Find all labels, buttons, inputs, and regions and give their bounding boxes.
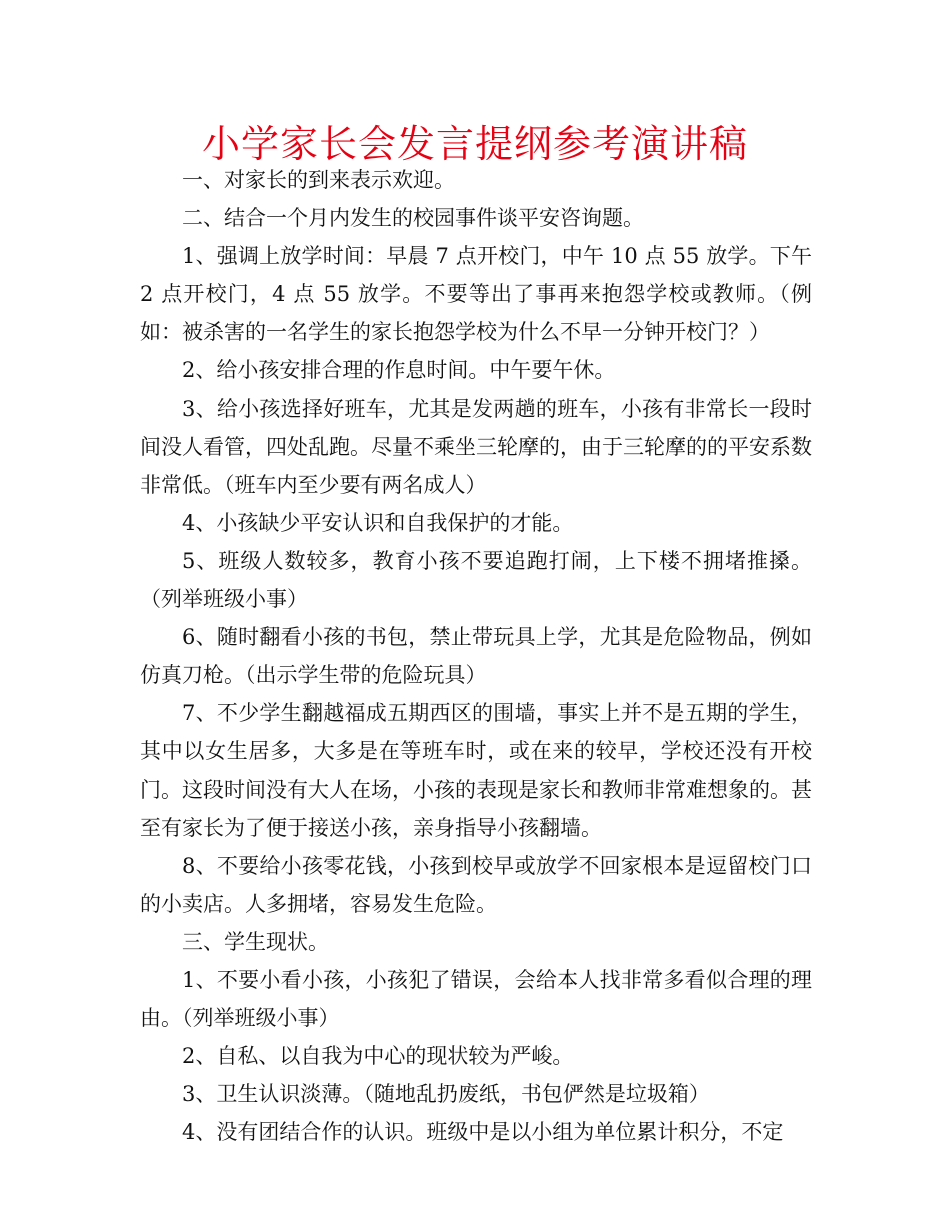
paragraph: 4、小孩缺少平安认识和自我保护的才能。 [182, 510, 574, 535]
paragraph: 3、给小孩选择好班车，尤其是发两趟的班车，小孩有非常长一段时间没人看管，四处乱跑。尽量不乘坐三轮摩的，由于三轮摩的的平安系数非常低。（班车内至少要有两名成人） [140, 396, 812, 497]
document-title: 小学家长会发言提纲参考演讲稿 [201, 122, 748, 166]
paragraph: 6、随时翻看小孩的书包，禁止带玩具上学，尤其是危险物品，例如仿真刀枪。（出示学生带的危险玩具） [140, 625, 812, 688]
paragraph: 三、学生现状。 [182, 929, 329, 954]
paragraph: 1、不要小看小孩，小孩犯了错误，会给本人找非常多看似合理的理由。（列举班级小事） [140, 967, 812, 1031]
paragraph: 4、没有团结合作的认识。班级中是以小组为单位累计积分，不定 [182, 1120, 784, 1145]
paragraph: 2、给小孩安排合理的作息时间。中午要午休。 [182, 358, 616, 383]
document-body [140, 161, 812, 1151]
paragraph: 3、卫生认识淡薄。（随地乱扔废纸，书包俨然是垃圾箱） [182, 1082, 710, 1107]
paragraph: 7、不少学生翻越福成五期西区的围墙，事实上并不是五期的学生，其中以女生居多，大多是在等班车时，或在来的较早，学校还没有开校门。这段时间没有大人在场，小孩的表现是家长和教师非常难想象的。甚至有家长为了便于接送小孩，亲身指导小孩翻墙。 [140, 701, 812, 840]
paragraph: 5、班级人数较多，教育小孩不要追跑打闹，上下楼不拥堵推搡。（列举班级小事） [140, 548, 812, 612]
paragraph: 二、结合一个月内发生的校园事件谈平安咨询题。 [182, 206, 644, 231]
paragraph: 一、对家长的到来表示欢迎。 [182, 168, 455, 192]
paragraph: 8、不要给小孩零花钱，小孩到校早或放学不回家根本是逗留校门口的小卖店。人多拥堵，容易发生危险。 [140, 853, 812, 916]
paragraph: 1、强调上放学时间：早晨 7 点开校门，中午 10 点 55 放学。下午 2 点开校门，4 点 55 放学。不要等出了事再来抱怨学校或教师。（例如：被杀害的一名学生的家长抱怨学校为什么不早一分钟开校门？） [140, 244, 812, 345]
paragraph: 2、自私、以自我为中心的现状较为严峻。 [182, 1044, 574, 1069]
